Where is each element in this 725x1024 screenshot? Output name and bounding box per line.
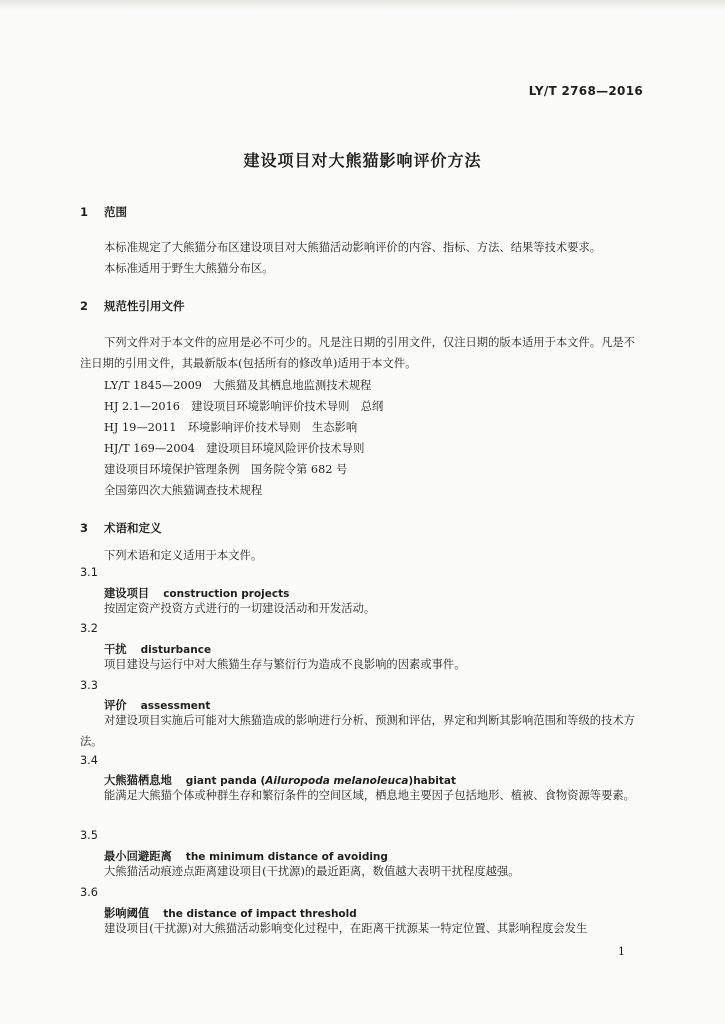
references-intro: 下列文件对于本文件的应用是必不可少的。凡是注日期的引用文件，仅注日期的版本适用于本文件。凡是不注日期的引用文件，其最新版本(包括所有的修改单)适用于本文件。 bbox=[80, 336, 635, 370]
term-number: 3.3 bbox=[80, 679, 98, 692]
term-en: the minimum distance of avoiding bbox=[185, 851, 388, 863]
term-cn: 大熊猫栖息地 bbox=[104, 773, 172, 787]
section-number: 1 bbox=[80, 205, 89, 219]
standard-code: LY/T 2768—2016 bbox=[528, 84, 643, 98]
term-definition: 大熊猫活动痕迹点距离建设项目(干扰源)的最近距离，数值越大表明干扰程度越强。 bbox=[104, 865, 520, 878]
section-number: 3 bbox=[80, 521, 89, 535]
section-number: 2 bbox=[80, 299, 89, 313]
term-definition: 按固定资产投资方式进行的一切建设活动和开发活动。 bbox=[104, 602, 376, 615]
term-definition: 对建设项目实施后可能对大熊猫造成的影响进行分析、预测和评估，界定和判断其影响范围和等级的技术方法。 bbox=[80, 714, 635, 748]
term-en-latin: Ailuropoda melanoleuca bbox=[265, 775, 409, 787]
reference-item: 建设项目环境保护管理条例 国务院令第 682 号 bbox=[104, 463, 348, 476]
reference-item: HJ/T 169—2004 建设项目环境风险评价技术导则 bbox=[104, 442, 365, 455]
term-cn: 评价 bbox=[104, 698, 127, 712]
term-cn: 干扰 bbox=[104, 642, 127, 656]
term-cn: 最小回避距离 bbox=[104, 849, 172, 863]
term-en-prefix: giant panda ( bbox=[185, 775, 266, 787]
scope-paragraph-1: 本标准规定了大熊猫分布区建设项目对大熊猫活动影响评价的内容、指标、方法、结果等技术要求。 bbox=[104, 241, 602, 254]
section-title: 规范性引用文件 bbox=[104, 299, 185, 313]
term-number: 3.2 bbox=[80, 622, 98, 635]
section-2-heading bbox=[80, 298, 185, 314]
term-en: assessment bbox=[140, 700, 211, 712]
term-cn: 影响阈值 bbox=[104, 906, 150, 920]
term-number: 3.5 bbox=[80, 829, 98, 842]
scope-paragraph-2: 本标准适用于野生大熊猫分布区。 bbox=[104, 262, 274, 275]
section-1-heading bbox=[80, 204, 127, 220]
term-en: disturbance bbox=[140, 644, 212, 656]
scan-edge bbox=[0, 0, 725, 10]
section-title: 术语和定义 bbox=[104, 521, 162, 535]
term-cn: 建设项目 bbox=[104, 586, 150, 600]
term-en: the distance of impact threshold bbox=[163, 908, 357, 920]
section-title: 范围 bbox=[104, 205, 127, 219]
reference-item: HJ 2.1—2016 建设项目环境影响评价技术导则 总纲 bbox=[104, 400, 384, 413]
reference-item: 全国第四次大熊猫调查技术规程 bbox=[104, 484, 263, 497]
reference-item: HJ 19—2011 环境影响评价技术导则 生态影响 bbox=[104, 421, 358, 434]
terms-intro: 下列术语和定义适用于本文件。 bbox=[104, 549, 263, 562]
reference-item: LY/T 1845—2009 大熊猫及其栖息地监测技术规程 bbox=[104, 379, 372, 392]
term-definition: 能满足大熊猫个体或种群生存和繁衍条件的空间区域，栖息地主要因子包括地形、植被、食物资源等要素。 bbox=[104, 789, 635, 802]
term-number: 3.1 bbox=[80, 566, 98, 579]
term-number: 3.6 bbox=[80, 886, 98, 899]
section-3-heading bbox=[80, 520, 162, 536]
term-definition: 建设项目(干扰源)对大熊猫活动影响变化过程中，在距离干扰源某一特定位置、其影响程度会发生 bbox=[104, 922, 588, 935]
term-en: construction projects bbox=[163, 588, 290, 600]
term-number: 3.4 bbox=[80, 754, 98, 767]
document-title: 建设项目对大熊猫影响评价方法 bbox=[243, 151, 482, 170]
term-definition: 项目建设与运行中对大熊猫生存与繁衍行为造成不良影响的因素或事件。 bbox=[104, 658, 466, 671]
page-number: 1 bbox=[618, 945, 625, 958]
term-en-suffix: )habitat bbox=[408, 775, 457, 787]
